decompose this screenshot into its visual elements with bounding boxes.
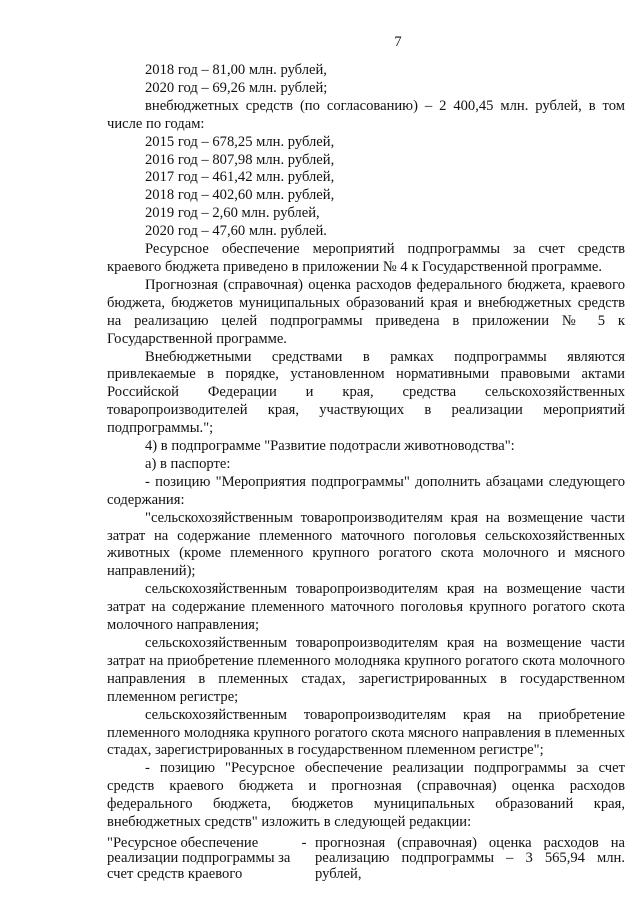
table-value-cell: прогнозная (справочная) оценка расходов на реализацию подпрограммы – 3 565,94 млн. рублей, — [315, 834, 625, 882]
funding-line: 2018 год – 81,00 млн. рублей, — [145, 62, 327, 78]
table-label-cell: "Ресурсное обеспечение реализации подпрограммы за счет средств краевого — [107, 834, 291, 882]
paragraph: сельскохозяйственным товаропроизводителям края на приобретение племенного молодняка крупного рогатого скота мясного направления в племенных стадах, зарегистрированных в государственном племенном регистре"; — [107, 706, 625, 759]
paragraph: сельскохозяйственным товаропроизводителям края на возмещение части затрат на содержание племенного маточного поголовья крупного рогатого скота молочного направления; — [107, 581, 625, 634]
paragraph: "сельскохозяйственным товаропроизводителям края на возмещение части затрат на содержание племенного маточного поголовья сельскохозяйственных животных (кроме племенного крупного рогатого скота молочного и мясного направлений); — [107, 509, 625, 580]
funding-line: 2015 год – 678,25 млн. рублей, — [145, 133, 335, 150]
paragraph: - позицию "Мероприятия подпрограммы" дополнить абзацами следующего содержания: — [107, 473, 625, 508]
funding-line: 2018 год – 402,60 млн. рублей, — [145, 187, 335, 204]
table-dash: - — [301, 834, 307, 851]
funding-line: 2020 год – 47,60 млн. рублей. — [145, 223, 327, 240]
paragraph: Ресурсное обеспечение мероприятий подпрограммы за счет средств краевого бюджета приведено в приложении № 4 к Государственной программе. — [107, 241, 625, 275]
funding-line: 2019 год – 2,60 млн. рублей, — [145, 205, 320, 222]
document-body — [107, 62, 625, 882]
paragraph: Внебюджетными средствами в рамках подпрограммы являются привлекаемые в порядке, установленном нормативными правовыми актами Российской Федерации и края, средства сельскохозяйственных товаропроизводителей края, участвующих в реализации мероприятий подпрограммы."; — [107, 348, 625, 437]
paragraph: а) в паспорте: — [145, 455, 231, 472]
page-number: 7 — [394, 34, 402, 50]
funding-line: 2016 год – 807,98 млн. рублей, — [145, 151, 335, 168]
funding-line: 2020 год – 69,26 млн. рублей; — [145, 79, 328, 96]
extra-budget-paragraph: внебюджетных средств (по согласованию) – 2 400,45 млн. рублей, в том числе по годам: — [107, 97, 625, 132]
funding-line: 2017 год – 461,42 млн. рублей, — [145, 169, 335, 186]
paragraph: Прогнозная (справочная) оценка расходов федерального бюджета, краевого бюджета, бюджетов муниципальных образований края и внебюджетных средств на реализацию целей подпрограммы приведена в приложении № 5 к Государственной программе. — [107, 276, 625, 347]
paragraph: сельскохозяйственным товаропроизводителям края на возмещение части затрат на приобретение племенного молодняка крупного рогатого скота молочного направления в племенных стадах, зарегистрированных в государственном племенном регистре; — [107, 635, 625, 705]
paragraph: 4) в подпрограмме "Развитие подотрасли животноводства": — [145, 438, 515, 455]
passport-table-row — [107, 836, 625, 883]
paragraph: - позицию "Ресурсное обеспечение реализации подпрограммы за счет средств краевого бюджета и прогнозная (справочная) оценка расходов федерального бюджета, бюджетов муниципальных образований края, внебюджетных средств" изложить в следующей редакции: — [107, 760, 625, 831]
